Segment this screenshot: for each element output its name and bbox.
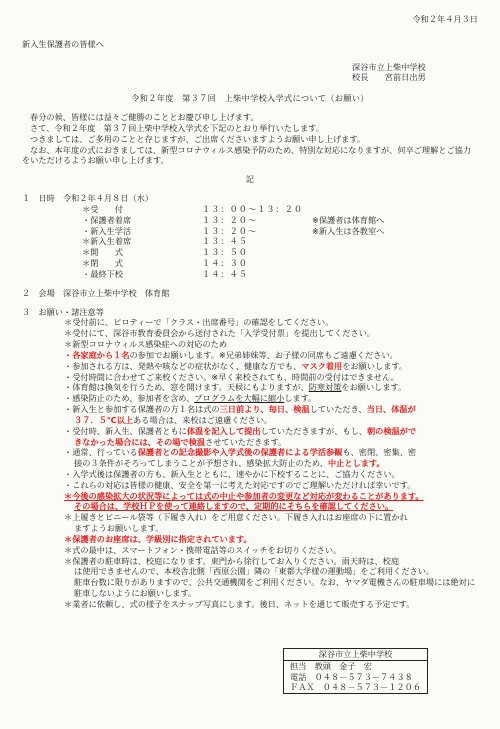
sender-school: 深谷市立上柴中学校 [352, 61, 426, 72]
schedule-row [82, 247, 384, 258]
note-line: ＊保護者の駐車時は、校庭になります。東門から徐行してお入りください。雨天時は、校庭 [64, 555, 400, 566]
schedule-note [312, 269, 384, 280]
note-text: していただき、 [309, 404, 367, 415]
note-line [64, 350, 478, 361]
ki-heading: 記 [245, 174, 255, 185]
note-line: ＊受付前に、ピロティーで「クラス・出席番号」の確認をしてください。 [64, 317, 334, 328]
note-line [64, 415, 478, 426]
note-line [64, 426, 478, 437]
sender-principal: 校長 宮前日出男 [352, 72, 426, 83]
note-text: をお願いします。 [341, 382, 407, 393]
intro-paragraph: なお、本年度の式におきましては、新型コロナウィルス感染予防のため、特別な対応になりますが、何卒ご理解とご協力をいただけるようお願い申し上げます。 [22, 144, 472, 166]
note-text: ・通常、行っている [64, 447, 138, 458]
highlight: 保護者との記念撮影や入学式後の保護者による学活参観 [137, 447, 343, 458]
contact-tel: 電話 ０４８－５７３－７４３８ [290, 671, 413, 682]
schedule-note [312, 258, 384, 269]
schedule-note [312, 236, 384, 247]
note-text: します。 [284, 393, 317, 404]
highlight: 朝の検温がで [366, 425, 417, 436]
schedule-table [82, 204, 384, 280]
schedule-time: １４：４５ [202, 268, 248, 279]
highlight: 体温を記入して提出 [186, 425, 261, 436]
schedule-time: １３：２０～ [202, 214, 258, 225]
schedule-row [82, 204, 384, 215]
schedule-row [82, 215, 384, 226]
note-text: ・参加される方は、発熱や咳などの症状がなく、健康な方でも、 [64, 360, 302, 371]
note-text: ・受付時、新入生、保護者ともに [64, 425, 187, 436]
contact-person: 担当 教頭 金子 宏 [290, 660, 372, 671]
highlight: きなかった場合には、その場で検温 [74, 436, 206, 447]
note-text: させていただきます。 [205, 436, 287, 447]
issue-date: 令和２年４月３日 [412, 14, 478, 24]
note-line: ・受付時間に合わせてご来校ください。※早く来校されても、時間前の受付はできません。 [64, 371, 399, 382]
section-notes [22, 307, 478, 610]
note-text: ・体育館は換気を行うため、窓を開けます。天候にもよりますが、 [64, 382, 309, 393]
schedule-item: ・最終下校 [82, 268, 123, 279]
note-line: は使用できませんので、本校舎北側「西原公園」隣の「東都大学様の運動場」をご利用ください。 [74, 566, 435, 577]
section-datetime [22, 193, 478, 280]
note-line [64, 437, 478, 448]
note-text: の参加でお願いします。※兄弟姉妹等、お子様の同席もご遠慮ください。 [129, 349, 398, 360]
schedule-row [82, 236, 384, 247]
note-line: ・入学式後は保護者の方も、新入生とともに、速やかに下校することに、ご協力ください。 [64, 468, 400, 479]
note-text: していただきますが、もし、 [260, 425, 367, 436]
note-line: ＊上履きとビニール袋等（下履き入れ）をご用意ください。下履き入れはお座席の下に置かれ [64, 512, 408, 523]
note-line: 駐車台数に限りがありますので、公共交通機関をご利用ください。なお、ヤマダ電機さんの駐車場には絶対に [74, 577, 476, 588]
schedule-row [82, 226, 384, 237]
note-line: ますようお願いします。 [74, 523, 164, 534]
addressee: 新入生保護者の皆様へ [22, 38, 104, 49]
note-text: も、密閉、密集、密 [342, 447, 417, 458]
document-title: 令和２年度 第３７回 上柴中学校入学式について（お願い） [131, 93, 369, 104]
note-line: ＊今後の感染拡大の状況等によっては式の中止や参加者の変更など対応が変わることがあります。 [64, 490, 424, 501]
notes-list [64, 317, 478, 609]
section-venue: ２ 会場 深谷市立上柴中学校 体育館 [22, 287, 170, 298]
highlight: 当日、体温が [366, 404, 416, 415]
intro-paragraph: さて、令和２年度 第３７回上柴中学校入学式を下記のとおり挙行いたします。 [30, 122, 324, 133]
contact-school: 深谷市立上柴中学校 [284, 649, 428, 661]
note-line [64, 458, 478, 469]
note-line: ＊式の最中は、スマートフォン・携帯電話等のスイッチをお切りください。 [64, 544, 342, 555]
schedule-note: ※保護者は体育館へ [312, 214, 385, 225]
schedule-time: １３：４５ [202, 236, 248, 247]
schedule-item: ＊受 付 [82, 203, 123, 214]
note-text: ・感染防止のため、参加者を含め、 [64, 393, 195, 404]
note-line [64, 393, 478, 404]
note-line: 駐車しないようにお願いします。 [74, 588, 197, 599]
schedule-note [312, 247, 384, 258]
underlined-text: 防寒対策 [308, 382, 342, 393]
schedule-time: １３：５０ [202, 247, 248, 258]
schedule-item: ＊閉 式 [82, 258, 123, 269]
schedule-time: １３：００～１３：２０ [202, 203, 304, 214]
section-heading: ３ お願い・諸注意等 [22, 306, 104, 317]
note-line [64, 382, 478, 393]
contact-details [284, 660, 428, 693]
note-line [64, 447, 478, 458]
underlined-text: プログラムを大幅に縮小 [194, 393, 285, 404]
intro-paragraph: 春分の候、皆様には益々ご健勝のこととお慶び申し上げます。 [30, 112, 259, 123]
highlight: 三日前より、毎日、検温 [219, 404, 310, 415]
schedule-row [82, 258, 384, 269]
note-line: ＊業者に依頼し、式の様子をスナップ写真にします。後日、ネットを通じて販売する予定です。 [64, 598, 415, 609]
section-heading: １ 日時 令和２年４月８日（水） [22, 193, 154, 204]
highlight: 中止とします。 [327, 458, 385, 469]
highlight: ３７．５℃以上 [74, 414, 134, 425]
contact-fax: ＦＡＸ ０４８－５７３－１２０６ [290, 682, 422, 693]
note-line: ＊受付にて、深谷市教育委員会から送付された「入学受付票」を提出してください。 [64, 328, 375, 339]
note-text: ・新入生と参加する保護者の方１名は式の [64, 404, 220, 415]
note-text: 接の３条件がそろってしまうことが予想され、感染拡大防止のため、 [74, 458, 328, 469]
note-line: その場合は、学校ＨＰを使って連絡しますので、定期的にそちらを確認してください。 [74, 501, 394, 512]
note-text: をお願いします。 [342, 360, 408, 371]
schedule-item: ＊開 式 [82, 247, 123, 258]
intro-paragraph: つきましては、ご多用のことと存じますが、ご出席くださいますようお願い申し上げます。 [30, 133, 366, 144]
note-line: ＊新型コロナウィルス感染症への対応のため [64, 339, 228, 350]
sender-block [352, 62, 478, 84]
intro-paragraphs [22, 112, 478, 166]
note-line: ・これらの対応は皆様の健康、安全を第一に考えた対応ですのでご理解いただければ幸いです。 [64, 479, 416, 490]
highlight: ・各家庭から１名 [64, 349, 130, 360]
schedule-item: ・新入生学活 [82, 225, 132, 236]
schedule-note [312, 204, 384, 215]
contact-box [283, 648, 428, 694]
highlight: マスク着用 [301, 360, 343, 371]
note-text: ある場合は、来校はご遠慮ください。 [133, 414, 273, 425]
note-line: ＊保護者のお座席は、学級別に指定されています。 [64, 533, 252, 544]
schedule-row [82, 269, 384, 280]
schedule-item: ・保護者着席 [82, 214, 132, 225]
schedule-item: ＊新入生着席 [82, 236, 132, 247]
note-line [64, 404, 478, 415]
note-line [64, 361, 478, 372]
schedule-time: １３：２０～ [202, 225, 258, 236]
schedule-note: ※新入生は各教室へ [312, 225, 385, 236]
schedule-time: １４：３０ [202, 258, 248, 269]
